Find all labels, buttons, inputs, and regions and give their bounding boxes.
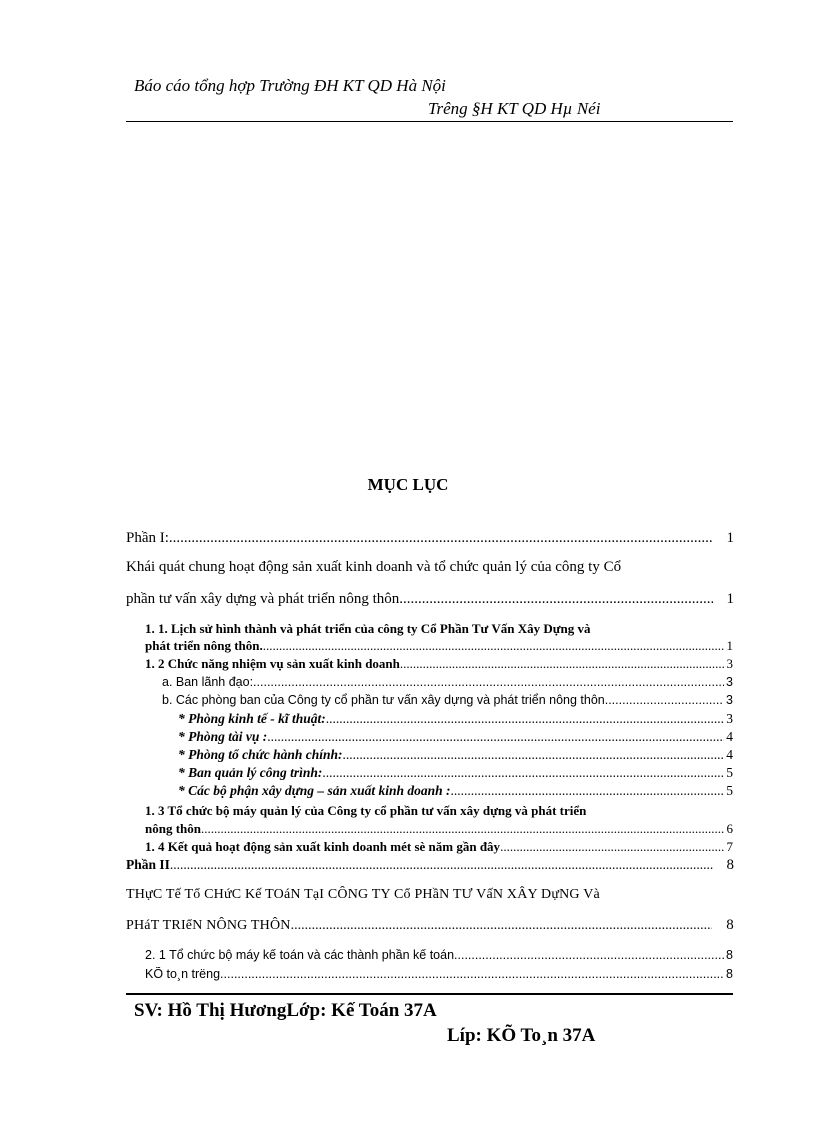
toc-page-number: 8 [726, 917, 734, 933]
toc-entry-1-2-b-3[interactable] [178, 747, 733, 763]
toc-entry-part1-desc-line1[interactable]: Khái quát chung hoạt động sản xuất kinh doanh và tổ chức quản lý của công ty Cổ [126, 559, 622, 575]
toc-entry-label: a. Ban lãnh đạo: [162, 675, 254, 689]
toc-leader [201, 821, 725, 837]
toc-entry-label: * Các bộ phận xây dựng – sản xuất kinh doanh : [178, 783, 451, 798]
toc-page-number: 1 [726, 530, 734, 546]
toc-entry-label: * Phòng tổ chức hành chính: [178, 747, 343, 762]
toc-entry-1-3[interactable] [145, 821, 733, 837]
toc-leader [605, 693, 724, 707]
toc-leader [458, 948, 725, 962]
toc-entry-label: Phần II [126, 857, 170, 872]
toc-entry-label: * Phòng tài vụ : [178, 729, 268, 744]
toc-leader [322, 765, 724, 781]
header-rule [126, 121, 733, 122]
toc-page-number: 8 [726, 948, 733, 962]
toc-entry-label: * Ban quản lý công trình: [178, 765, 323, 780]
toc-page-number: 8 [726, 857, 734, 873]
toc-entry-label: phát triển nông thôn. [145, 638, 263, 653]
toc-page-number: 4 [726, 729, 733, 744]
toc-entry-1-2-b[interactable] [162, 693, 733, 707]
toc-entry-part2-desc-line1[interactable]: THựC Tế Tổ CHứC Kế TOáN TạI CÔNG TY Cổ PHầN TƯ VấN XÂY DựNG Và [126, 887, 600, 902]
toc-entry-2-1-b[interactable] [145, 967, 733, 981]
toc-page-number: 7 [726, 839, 733, 854]
toc-entry-part2-desc[interactable] [126, 917, 734, 934]
toc-entry-label: nông thôn [145, 821, 201, 836]
toc-entry-part2[interactable] [126, 857, 734, 874]
toc-page-number: 5 [726, 783, 733, 798]
toc-leader [267, 729, 724, 745]
toc-leader [451, 783, 725, 799]
toc-entry-1-2-a[interactable] [162, 675, 733, 689]
header-school-line-legacy: Trêng §H KT QD Hµ Néi [428, 99, 601, 118]
footer-rule [126, 993, 733, 995]
toc-entry-label: 2. 1 Tổ chức bộ máy kế toán và các thành phần kế toán. [145, 948, 458, 962]
toc-leader [400, 656, 725, 672]
toc-page-number: 1 [726, 591, 734, 607]
toc-entry-part1-desc[interactable] [126, 591, 734, 608]
toc-entry-label: * Phòng kinh tế - kĩ thuật: [178, 711, 326, 726]
toc-entry-1-2-b-2[interactable] [178, 729, 733, 745]
header-school-line: Báo cáo tổng hợp Trường ĐH KT QD Hà Nội [134, 76, 446, 95]
toc-entry-label: Phần I: [126, 530, 169, 546]
footer-student-line: SV: Hồ Thị HươngLớp: Kế Toán 37A [134, 1000, 437, 1021]
toc-leader [263, 638, 725, 654]
toc-entry-1-2-b-4[interactable] [178, 765, 733, 781]
toc-leader [220, 967, 724, 981]
toc-entry-label: 1. 2 Chức năng nhiệm vụ sản xuất kinh doanh [145, 656, 400, 671]
toc-entry-label: KÕ to¸n trëng [145, 967, 221, 981]
toc-leader [253, 675, 724, 689]
toc-page-number: 3 [726, 693, 733, 707]
toc-page-number: 8 [726, 967, 733, 981]
toc-entry-label: 1. 4 Kết quả hoạt động sản xuất kinh doanh mét sè năm gần đây [145, 839, 501, 854]
toc-entry-1-3-line1[interactable]: 1. 3 Tổ chức bộ máy quản lý của Công ty cổ phần tư vấn xây dựng và phát triển [145, 803, 587, 818]
toc-entry-label: PHáT TRIểN NÔNG THÔN [126, 918, 291, 933]
toc-leader [326, 711, 724, 727]
toc-entry-1-4[interactable] [145, 839, 733, 855]
toc-page-number: 3 [726, 675, 733, 689]
toc-page-number: 3 [726, 656, 733, 671]
toc-leader [169, 530, 713, 547]
toc-entry-1-1-line1[interactable]: 1. 1. Lịch sử hình thành và phát triển của công ty Cổ Phần Tư Vấn Xây Dựng và [145, 621, 591, 636]
toc-page-number: 5 [726, 765, 733, 780]
toc-entry-label: b. Các phòng ban của Công ty cổ phần tư vấn xây dựng và phát triển nông thôn [162, 693, 605, 707]
toc-entry-1-1[interactable] [145, 638, 733, 654]
toc-leader [343, 747, 725, 763]
toc-entry-1-2-b-5[interactable] [178, 783, 733, 799]
toc-leader [170, 857, 713, 873]
toc-leader [291, 918, 713, 934]
toc-entry-part1[interactable] [126, 530, 734, 547]
toc-entry-1-2[interactable] [145, 656, 733, 672]
toc-entry-2-1[interactable] [145, 948, 733, 962]
footer-class-line-legacy: Líp: KÕ To¸n 37A [447, 1025, 596, 1046]
toc-page-number: 4 [726, 747, 733, 762]
toc-title: MỤC LỤC [367, 475, 449, 494]
toc-page-number: 3 [726, 711, 733, 726]
toc-entry-1-2-b-1[interactable] [178, 711, 733, 727]
toc-leader [500, 839, 724, 855]
toc-entry-label: phần tư vấn xây dựng và phát triển nông thôn. [126, 591, 404, 607]
toc-page-number: 6 [726, 821, 733, 836]
toc-leader [403, 591, 712, 608]
toc-page-number: 1 [726, 638, 733, 653]
